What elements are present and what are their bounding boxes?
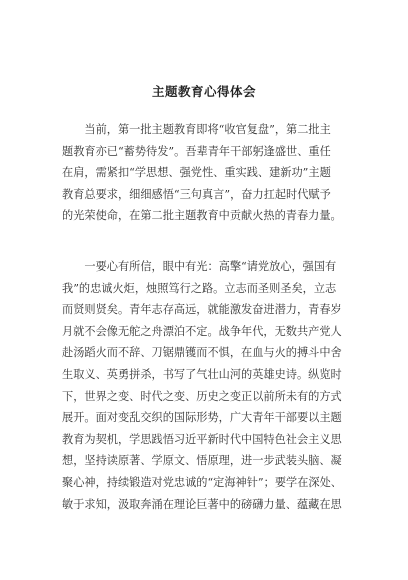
paragraph-line: 而贤则贤矣。青年志存高远，就能激发奋进潜力，青春岁 — [62, 303, 342, 317]
paragraph-line: 当前，第一批主题教育即将“收官复盘”，第二批主 — [62, 123, 331, 136]
paragraph-1 — [62, 119, 358, 227]
paragraph-line: 一要心有所信，眼中有光：高擎“请党放心，强国有 — [62, 260, 337, 273]
paragraph-line: 月就不会像无舵之舟漂泊不定。战争年代，无数共产党人 — [62, 324, 342, 338]
paragraph-2 — [62, 256, 358, 515]
paragraph-line: 敏于求知，汲取奔涌在理论巨著中的磅礴力量、蕴藏在思 — [62, 497, 342, 511]
paragraph-line: 题教育亦已“蓄势待发”。吾辈青年干部躬逢盛世、重任 — [62, 144, 331, 158]
paragraph-line: 的光荣使命，在第二批主题教育中贡献火热的青春力量。 — [62, 209, 342, 223]
paragraph-line: 赴汤蹈火而不辞、刀锯鼎镬而不惧，在血与火的搏斗中舍 — [62, 346, 342, 360]
paragraph-line: 展开。面对变乱交织的国际形势，广大青年干部要以主题 — [62, 411, 342, 425]
document-title: 主题教育心得体会 — [151, 84, 256, 99]
paragraph-line: 聚心神，持续锻造对党忠诚的“定海神针”；要学在深处、 — [62, 475, 342, 489]
paragraph-line: 教育总要求，细细感悟“三句真言”，奋力扛起时代赋予 — [62, 187, 331, 201]
paragraph-line: 生取义、英勇拼杀，书写了气壮山河的英雄史诗。纵览时 — [62, 367, 342, 381]
paragraph-line: 教育为契机，学思践悟习近平新时代中国特色社会主义思 — [62, 432, 342, 446]
paragraph-line: 在肩，需紧扣“学思想、强党性、重实践、建新功”主题 — [62, 166, 331, 180]
paragraph-line: 我”的忠诚火炬，烛照笃行之路。立志而圣则圣矣，立志 — [62, 281, 337, 295]
paragraph-line: 想，坚持读原著、学原文、悟原理，进一步武装头脑、凝 — [62, 454, 342, 468]
paragraph-line: 下，世界之变、时代之变、历史之变正以前所未有的方式 — [62, 389, 342, 403]
